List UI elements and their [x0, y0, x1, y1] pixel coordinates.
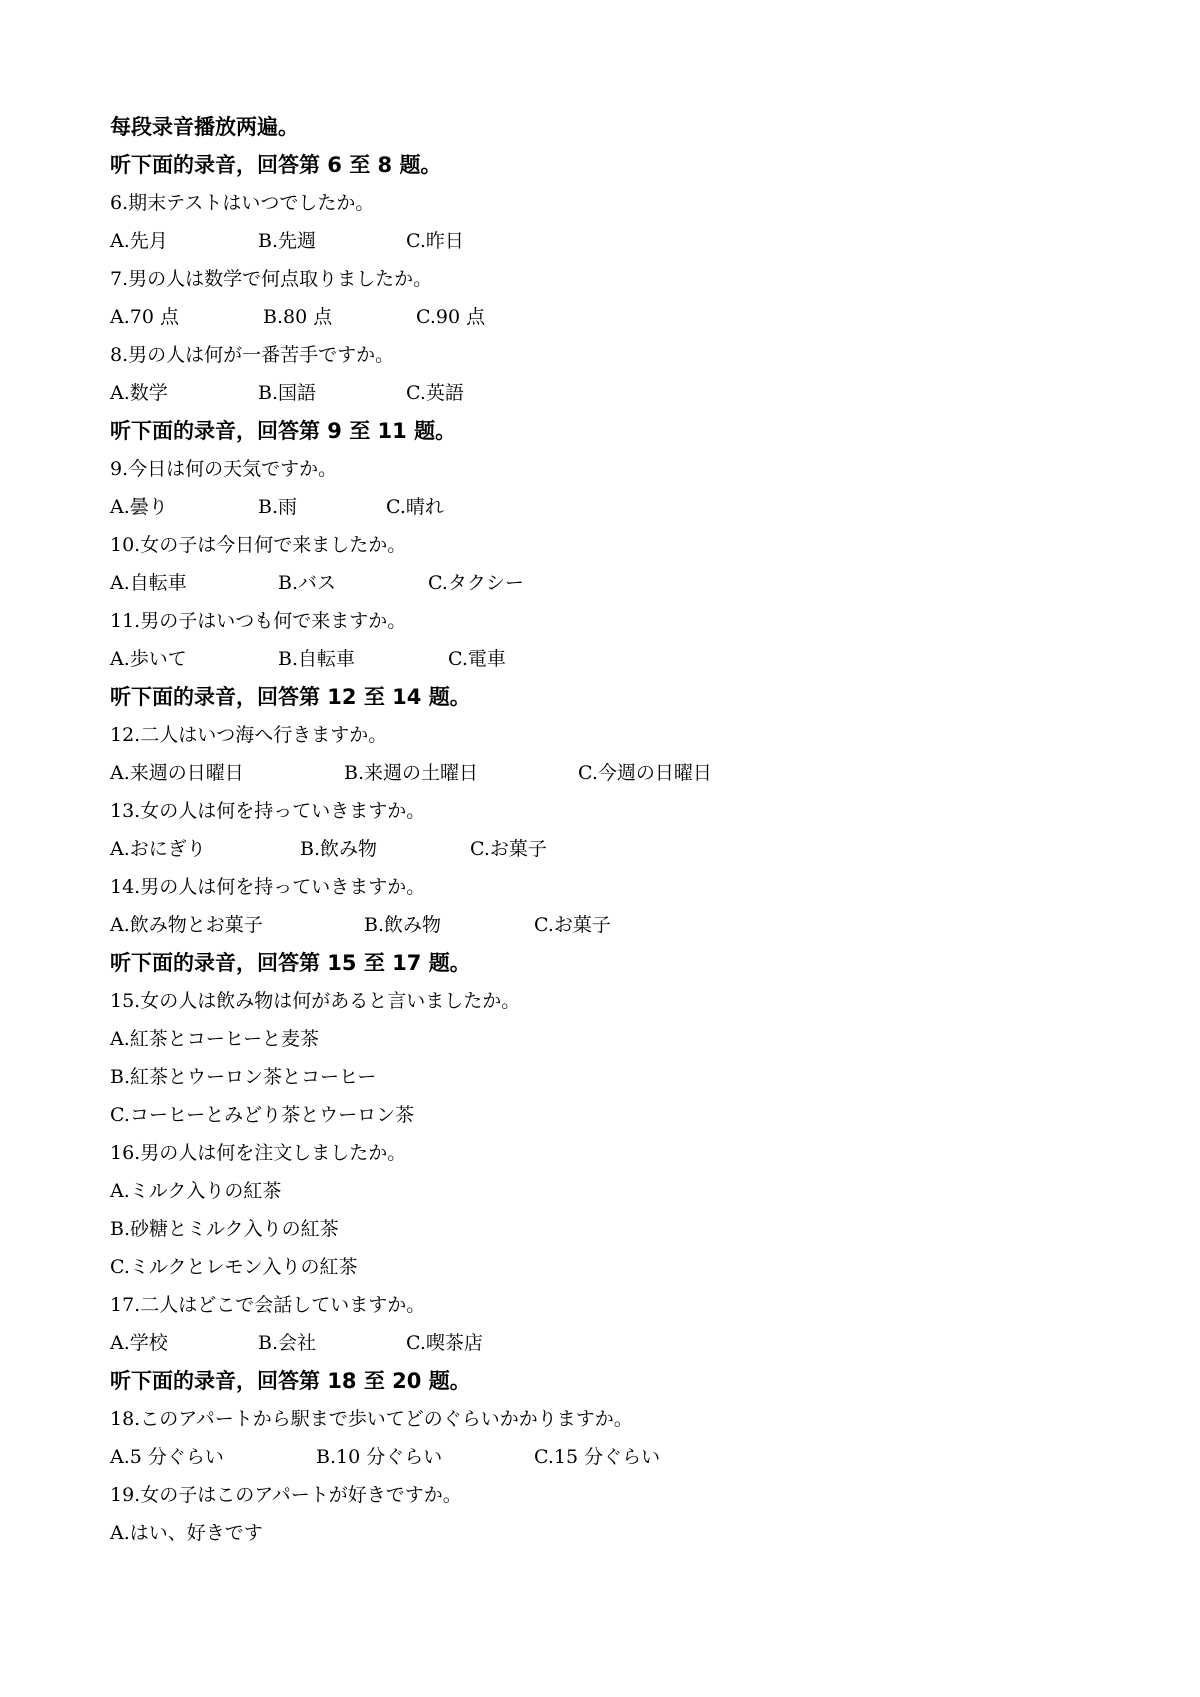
options-9: [110, 488, 1110, 526]
option-13-a: A.おにぎり: [110, 838, 206, 860]
option-16-b: B.砂糖とミルク入りの紅茶: [110, 1218, 339, 1240]
option-8-b: B.国語: [258, 382, 317, 404]
option-7-c: C.90 点: [416, 306, 486, 328]
options-13: [110, 830, 1110, 868]
question-13: 13.女の人は何を持っていきますか。: [110, 800, 426, 822]
section-heading-9-11: 听下面的录音，回答第 9 至 11 题。: [110, 419, 457, 443]
instruction-text: 每段录音播放两遍。: [110, 115, 299, 139]
option-16-c: C.ミルクとレモン入りの紅茶: [110, 1256, 358, 1278]
options-7: [110, 298, 1110, 336]
option-6-b: B.先週: [258, 230, 317, 252]
options-18: [110, 1438, 1110, 1476]
section-heading-12-14: 听下面的录音，回答第 12 至 14 题。: [110, 685, 471, 709]
options-14: [110, 906, 1110, 944]
option-11-b: B.自転車: [278, 648, 356, 670]
option-12-a: A.来週の日曜日: [110, 762, 244, 784]
options-17: [110, 1324, 1110, 1362]
option-19-a: A.はい、好きです: [110, 1522, 263, 1544]
option-17-c: C.喫茶店: [406, 1332, 483, 1354]
option-12-c: C.今週の日曜日: [578, 762, 712, 784]
option-15-b: B.紅茶とウーロン茶とコーヒー: [110, 1066, 377, 1088]
question-9: 9.今日は何の天気ですか。: [110, 458, 338, 480]
option-16-a: A.ミルク入りの紅茶: [110, 1180, 282, 1202]
option-13-c: C.お菓子: [470, 838, 547, 860]
option-18-c: C.15 分ぐらい: [534, 1446, 661, 1468]
options-10: [110, 564, 1110, 602]
option-10-c: C.タクシー: [428, 572, 524, 594]
section-heading-15-17: 听下面的录音，回答第 15 至 17 题。: [110, 951, 471, 975]
option-6-c: C.昨日: [406, 230, 464, 252]
option-8-a: A.数学: [110, 382, 168, 404]
option-14-c: C.お菓子: [534, 914, 611, 936]
options-6: [110, 222, 1110, 260]
option-15-c: C.コーヒーとみどり茶とウーロン茶: [110, 1104, 415, 1126]
options-8: [110, 374, 1110, 412]
question-16: 16.男の人は何を注文しましたか。: [110, 1142, 407, 1164]
question-8: 8.男の人は何が一番苦手ですか。: [110, 344, 395, 366]
option-9-a: A.曇り: [110, 496, 168, 518]
option-9-b: B.雨: [258, 496, 298, 518]
section-heading-6-8: 听下面的录音，回答第 6 至 8 题。: [110, 153, 442, 177]
question-10: 10.女の子は今日何で来ましたか。: [110, 534, 407, 556]
question-6: 6.期末テストはいつでしたか。: [110, 192, 375, 214]
option-18-b: B.10 分ぐらい: [316, 1446, 443, 1468]
question-14: 14.男の人は何を持っていきますか。: [110, 876, 426, 898]
section-heading-18-20: 听下面的录音，回答第 18 至 20 题。: [110, 1369, 471, 1393]
question-11: 11.男の子はいつも何で来ますか。: [110, 610, 407, 632]
question-15: 15.女の人は飲み物は何があると言いましたか。: [110, 990, 521, 1012]
option-14-b: B.飲み物: [364, 914, 442, 936]
option-10-b: B.バス: [278, 572, 337, 594]
option-7-b: B.80 点: [263, 306, 333, 328]
option-12-b: B.来週の土曜日: [344, 762, 479, 784]
option-17-a: A.学校: [110, 1332, 168, 1354]
option-13-b: B.飲み物: [300, 838, 378, 860]
option-8-c: C.英語: [406, 382, 464, 404]
option-10-a: A.自転車: [110, 572, 187, 594]
option-6-a: A.先月: [110, 230, 168, 252]
option-9-c: C.晴れ: [386, 496, 444, 518]
options-12: [110, 754, 1110, 792]
exam-page: [110, 108, 1110, 1552]
option-18-a: A.5 分ぐらい: [110, 1446, 224, 1468]
question-18: 18.このアパートから駅まで歩いてどのぐらいかかりますか。: [110, 1408, 633, 1430]
option-15-a: A.紅茶とコーヒーと麦茶: [110, 1028, 320, 1050]
question-12: 12.二人はいつ海へ行きますか。: [110, 724, 388, 746]
options-11: [110, 640, 1110, 678]
question-17: 17.二人はどこで会話していますか。: [110, 1294, 426, 1316]
option-17-b: B.会社: [258, 1332, 317, 1354]
question-19: 19.女の子はこのアパートが好きですか。: [110, 1484, 462, 1506]
option-14-a: A.飲み物とお菓子: [110, 914, 263, 936]
option-11-c: C.電車: [448, 648, 506, 670]
question-7: 7.男の人は数学で何点取りましたか。: [110, 268, 433, 290]
option-7-a: A.70 点: [110, 306, 179, 328]
option-11-a: A.歩いて: [110, 648, 187, 670]
